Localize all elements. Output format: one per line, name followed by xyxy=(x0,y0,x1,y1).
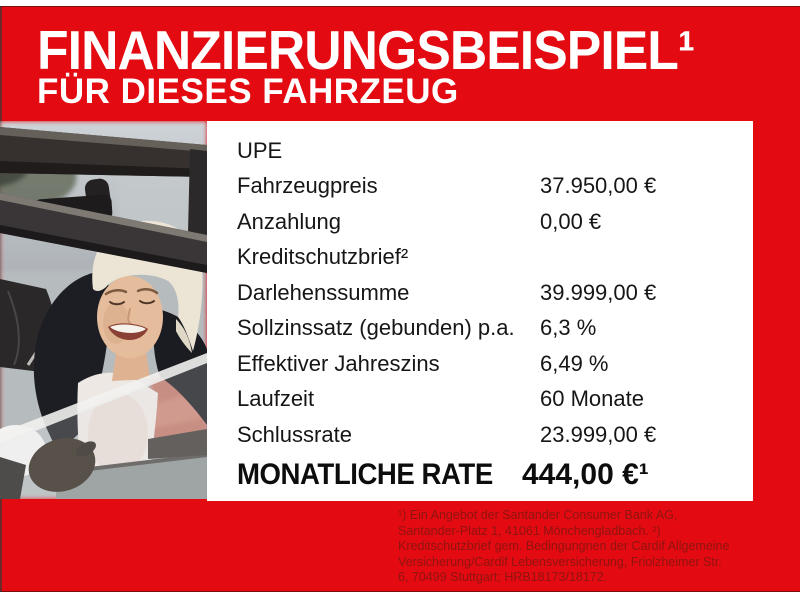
table-row xyxy=(237,346,753,382)
footnote-line: Santander-Platz 1, 41061 Mönchengladbach. ²) xyxy=(398,523,661,538)
row-value: 6,3 % xyxy=(540,315,597,341)
row-label: Sollzinssatz (gebunden) p.a. xyxy=(237,315,515,341)
table-row xyxy=(237,311,753,347)
row-label: UPE xyxy=(237,137,283,163)
woman-in-car-photo xyxy=(0,121,207,499)
row-value: 0,00 € xyxy=(540,208,602,234)
row-label: Schlussrate xyxy=(237,421,352,447)
row-label: Darlehenssumme xyxy=(237,279,410,305)
row-label: Kreditschutzbrief² xyxy=(237,244,409,270)
table-row xyxy=(237,169,753,205)
row-value: 60 Monate xyxy=(540,386,644,412)
table-row xyxy=(237,275,753,311)
row-label: Laufzeit xyxy=(237,386,315,412)
table-row xyxy=(237,417,753,453)
monthly-rate-value: 444,00 €¹ xyxy=(522,457,649,491)
monthly-rate-row xyxy=(237,456,753,494)
row-value: 39.999,00 € xyxy=(540,279,657,305)
row-label: Effektiver Jahreszins xyxy=(237,350,440,376)
footnote-line: Kreditschutzbrief gem. Bedingungnen der Cardif Allgemeine xyxy=(398,539,730,553)
row-label: Fahrzeugpreis xyxy=(237,173,378,199)
car-pillar xyxy=(188,149,207,239)
finance-table xyxy=(207,121,753,501)
row-value: 37.950,00 € xyxy=(540,173,657,199)
page-title: FINANZIERUNGSBEISPIEL¹ xyxy=(37,19,695,81)
table-row xyxy=(237,240,753,276)
footnote-line: Versicherung/Cardif Lebensversicherung, Friolzheimer Str. xyxy=(398,554,722,569)
table-row xyxy=(237,204,753,240)
footnote-line: 6, 70499 Stuttgart; HRB18173/18172. xyxy=(398,570,608,584)
row-value: 6,49 % xyxy=(540,350,609,376)
row-value: 23.999,00 € xyxy=(540,421,657,447)
row-label: Anzahlung xyxy=(237,208,341,234)
table-row xyxy=(237,133,753,169)
legal-footnote xyxy=(398,508,754,586)
monthly-rate-label: MONATLICHE RATE xyxy=(237,457,493,491)
page-subtitle: FÜR DIESES FAHRZEUG xyxy=(37,72,459,111)
table-row xyxy=(237,382,753,418)
footnote-line: ¹) Ein Angebot der Santander Consumer Bank AG, xyxy=(398,508,678,522)
